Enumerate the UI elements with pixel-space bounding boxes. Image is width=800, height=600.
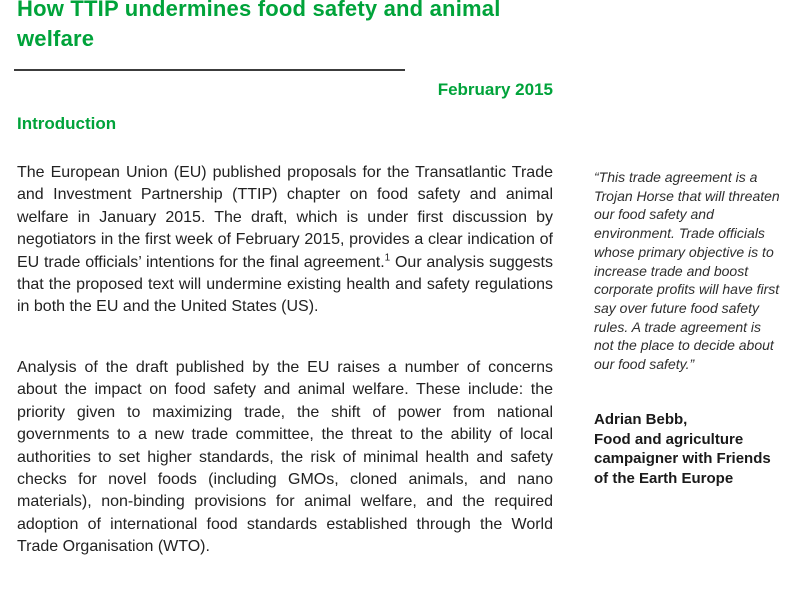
section-heading-introduction: Introduction bbox=[17, 114, 117, 133]
paragraph-1-continued: Our analysis suggests that the proposed text will undermine existing health and safety regulations in both the EU and the United States (US). bbox=[17, 253, 553, 316]
paragraph-intro-2: Analysis of the draft published by the EU raises a number of concerns about the impact on food safety and animal welfare. These include: the priority given to maximizing trade, the shift of power from national governments to a new trade committee, the threat to the ability of local authorities to set higher standards, the risk of minimal health and safety checks for novel foods (including GMOs, cloned animals, and nano materials), non-binding provisions for animal welfare, and the required adoption of international food standards established through the World Trade Organisation (WTO). bbox=[17, 359, 553, 556]
footnote-marker-1: 1 bbox=[384, 252, 391, 264]
attribution-role: Food and agriculture campaigner with Friends of the Earth Europe bbox=[594, 430, 771, 487]
title-underline-rule bbox=[14, 69, 405, 71]
document-title: How TTIP undermines food safety and animal welfare bbox=[17, 0, 501, 51]
attribution-name: Adrian Bebb, bbox=[594, 411, 688, 428]
paragraph-intro-1 bbox=[17, 162, 553, 319]
pull-quote-text: “This trade agreement is a Trojan Horse that will threaten our food safety and environment. Trade officials whose primary objective is to increase trade and boost corporate profits will have first say over future food safety rules. A trade agreement is not the place to decide about our food safety.” bbox=[594, 169, 780, 373]
publication-date: February 2015 bbox=[437, 80, 553, 99]
paragraph-1-text: The European Union (EU) published proposals for the Transatlantic Trade and Investment Partnership (TTIP) chapter on food safety and animal welfare in January 2015. The draft, which is under first discussion by negotiators in the first week of February 2015, provides a clear indication of EU trade officials’ intentions for the final agreement. bbox=[17, 164, 553, 271]
pull-quote-attribution bbox=[594, 410, 780, 488]
